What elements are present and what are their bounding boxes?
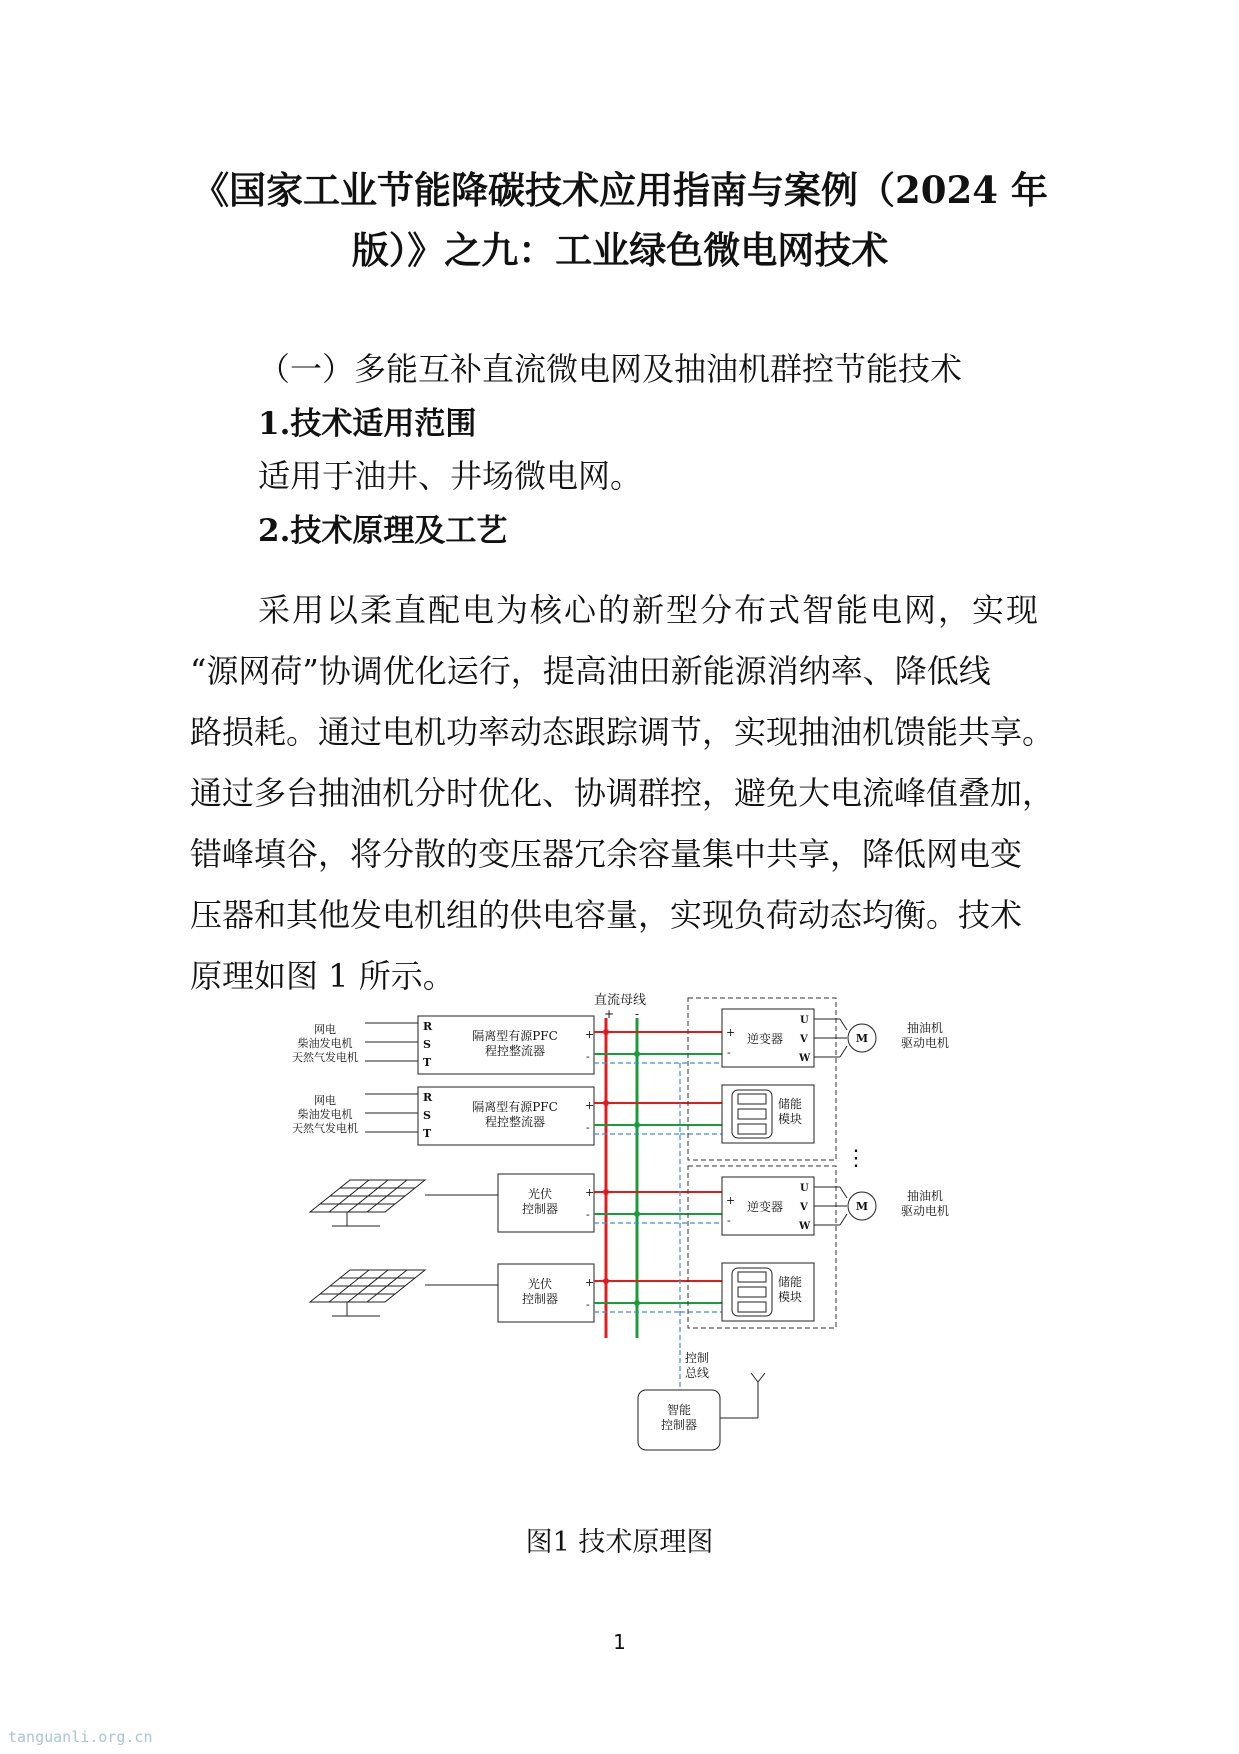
out-minus: - <box>586 1050 590 1063</box>
pv-label-2: 控制器 <box>521 1292 559 1306</box>
battery-icon <box>732 1268 772 1316</box>
storage-label-2: 模块 <box>777 1290 803 1304</box>
pump-label-1: 抽油机 <box>906 1021 944 1035</box>
source-diesel: 柴油发电机 <box>297 1108 353 1121</box>
inv-minus: - <box>727 1214 731 1227</box>
phase-u: U <box>800 1183 809 1194</box>
subheading-principle: 2.技术原理及工艺 <box>258 513 508 549</box>
source-grid: 网电 <box>314 1023 336 1036</box>
control-bus-label-2: 总线 <box>685 1366 710 1380</box>
rectifier-label-2: 程控整流器 <box>484 1115 546 1129</box>
phase-v: V <box>800 1202 808 1213</box>
phase-t: T <box>423 1056 432 1069</box>
diagram-svg <box>280 990 980 1505</box>
phase-w: W <box>799 1221 811 1232</box>
ellipsis: ⋮ <box>845 1146 867 1171</box>
pv-minus: - <box>586 1208 590 1221</box>
inv-plus: + <box>726 1194 736 1207</box>
principle-diagram <box>280 990 980 1505</box>
page-number: 1 <box>613 1630 626 1654</box>
phase-t: T <box>423 1127 432 1140</box>
bus-minus: - <box>635 1007 640 1021</box>
rectifier-label-1: 隔离型有源PFC <box>472 1100 558 1114</box>
phase-u: U <box>800 1015 809 1026</box>
pv-minus: - <box>586 1298 590 1311</box>
title-line-2: 版）》之九：工业绿色微电网技术 <box>351 228 889 272</box>
body-line: “源网荷”协调优化运行，提高油田新能源消纳率、降低线 <box>190 652 991 690</box>
pv-label-1: 光伏 <box>527 1187 553 1201</box>
motor-label: M <box>855 1032 869 1045</box>
inv-minus: - <box>727 1046 731 1059</box>
subheading-scope: 1.技术适用范围 <box>258 406 477 442</box>
figure-caption: 图1 技术原理图 <box>525 1527 714 1558</box>
phase-w: W <box>799 1053 811 1064</box>
solar-panel-icon <box>310 1180 498 1226</box>
phase-r: R <box>423 1020 433 1033</box>
inverter-label: 逆变器 <box>746 1200 784 1214</box>
phase-s: S <box>423 1038 431 1051</box>
smart-label-1: 智能 <box>666 1403 692 1417</box>
body-line: 原理如图 1 所示。 <box>190 957 455 995</box>
source-gas: 天然气发电机 <box>292 1122 358 1135</box>
pv-plus: + <box>585 1186 595 1199</box>
control-bus-label-1: 控制 <box>685 1351 710 1365</box>
inv-plus: + <box>726 1026 736 1039</box>
pump-label-1: 抽油机 <box>906 1189 944 1203</box>
rectifier-label-1: 隔离型有源PFC <box>472 1029 558 1043</box>
rectifier-label-2: 程控整流器 <box>484 1044 546 1058</box>
document-title <box>180 160 1060 280</box>
source-gas: 天然气发电机 <box>292 1051 358 1064</box>
solar-panel-icon <box>310 1270 498 1316</box>
watermark: tanguanli.org.cn <box>8 1728 153 1746</box>
section-heading: （一）多能互补直流微电网及抽油机群控节能技术 <box>258 350 963 388</box>
out-plus: + <box>585 1099 595 1112</box>
body-line: 压器和其他发电机组的供电容量，实现负荷动态均衡。技术 <box>190 896 1023 934</box>
storage-label-1: 储能 <box>777 1275 803 1289</box>
inverter-label: 逆变器 <box>746 1032 784 1046</box>
pv-label-1: 光伏 <box>527 1277 553 1291</box>
phase-v: V <box>800 1034 808 1045</box>
pump-label-2: 驱动电机 <box>900 1036 950 1050</box>
storage-label-1: 储能 <box>777 1097 803 1111</box>
phase-r: R <box>423 1091 433 1104</box>
body-line: 错峰填谷，将分散的变压器冗余容量集中共享，降低网电变 <box>190 835 1023 873</box>
pv-plus: + <box>585 1276 595 1289</box>
source-grid: 网电 <box>314 1094 336 1107</box>
body-line: 采用以柔直配电为核心的新型分布式智能电网，实现 <box>258 591 1041 629</box>
pv-label-2: 控制器 <box>521 1202 559 1216</box>
body-line: 通过多台抽油机分时优化、协调群控，避免大电流峰值叠加， <box>190 774 1055 812</box>
control-bus <box>594 1063 722 1350</box>
source-diesel: 柴油发电机 <box>297 1037 353 1050</box>
out-plus: + <box>585 1028 595 1041</box>
principle-paragraph <box>190 580 1060 1007</box>
battery-icon <box>732 1090 772 1138</box>
out-minus: - <box>586 1121 590 1134</box>
storage-label-2: 模块 <box>777 1112 803 1126</box>
phase-s: S <box>423 1109 431 1122</box>
bus-plus: + <box>604 1007 615 1021</box>
title-line-1: 《国家工业节能降碳技术应用指南与案例（2024 年 <box>192 168 1048 212</box>
dc-bus-label: 直流母线 <box>593 993 647 1008</box>
motor-label: M <box>855 1200 869 1213</box>
smart-label-2: 控制器 <box>660 1418 698 1432</box>
body-line: 路损耗。通过电机功率动态跟踪调节，实现抽油机馈能共享。 <box>190 713 1055 751</box>
antenna-icon <box>720 1373 765 1418</box>
scope-text-content: 适用于油井、井场微电网。 <box>258 457 643 495</box>
pump-label-2: 驱动电机 <box>900 1204 950 1218</box>
